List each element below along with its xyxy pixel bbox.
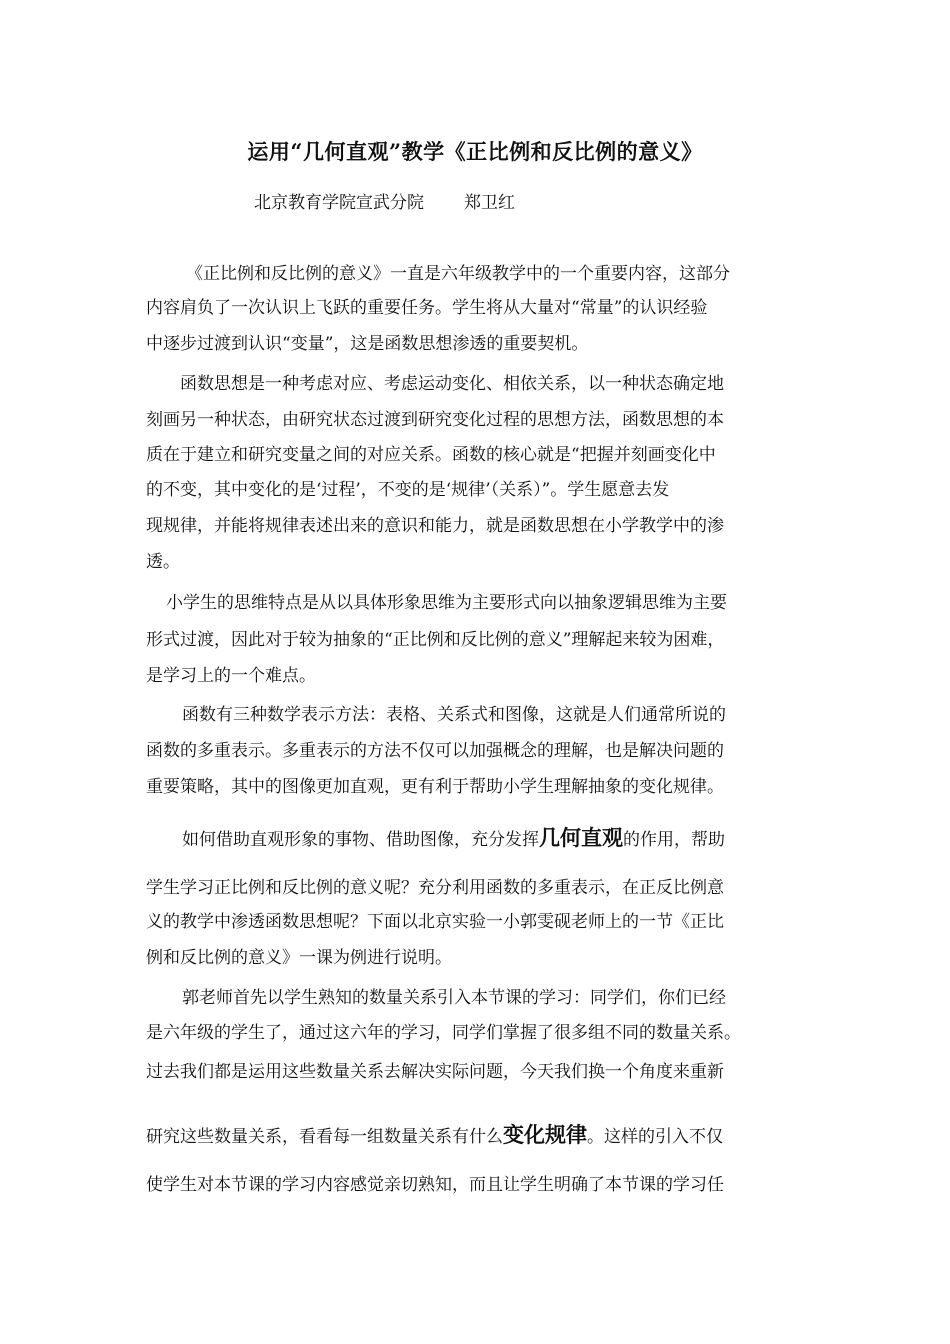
author-line — [254, 188, 515, 213]
text-run: 函数思想是一种考虑对应、考虑运动变化、相依关系，以一种状态确定地 — [180, 374, 724, 394]
text-line — [186, 262, 730, 286]
author-affiliation: 北京教育学院宣武分院 — [254, 193, 424, 213]
text-run: 现规律，并能将规律表述出来的意识和能力，就是函数思想在小学教学中的渗 — [146, 516, 724, 536]
text-line — [146, 910, 724, 934]
text-run: 《正比例和反比例的意义》一直是六年级教学中的一个重要内容，这部分 — [186, 264, 730, 284]
text-line — [166, 591, 727, 615]
text-line — [182, 826, 725, 852]
text-line — [146, 296, 707, 320]
text-run: 透。 — [146, 552, 180, 572]
text-run: 函数有三种数学表示方法：表格、关系式和图像，这就是人们通常所说的 — [182, 705, 726, 725]
text-run: 学生学习正比例和反比例的意义呢？充分利用函数的多重表示，在正反比例意 — [146, 878, 724, 898]
text-line — [146, 628, 724, 652]
text-run: 函数的多重表示。多重表示的方法不仅可以加强概念的理解，也是解决问题的 — [146, 741, 724, 761]
text-line — [146, 876, 724, 900]
text-run: 例和反比例的意义》一课为例进行说明。 — [146, 948, 452, 968]
text-line — [146, 775, 724, 799]
text-line — [146, 332, 588, 356]
text-run: 如何借助直观形象的事物、借助图像，充分发挥 — [182, 830, 539, 850]
text-line — [146, 664, 316, 688]
text-run: 的作用，帮助 — [623, 830, 725, 850]
text-run: 中逐步过渡到认识“变量”，这是函数思想渗透的重要契机。 — [146, 334, 589, 354]
text-run: 的不变，其中变化的是‘过程’，不变的是‘规律’（关系）”。学生愿意去发 — [146, 480, 670, 500]
text-line — [146, 1021, 741, 1045]
emphasized-text: 几何直观 — [539, 826, 623, 850]
text-run: 形式过渡，因此对于较为抽象的“正比例和反比例的意义”理解起来较为困难， — [146, 630, 725, 650]
text-line — [146, 514, 724, 538]
emphasized-text: 变化规律 — [503, 1123, 587, 1147]
text-run: 是学习上的一个难点。 — [146, 666, 316, 686]
text-run: 重要策略，其中的图像更加直观，更有利于帮助小学生理解抽象的变化规律。 — [146, 777, 724, 797]
text-line — [182, 986, 726, 1010]
text-run: 内容肩负了一次认识上飞跃的重要任务。学生将从大量对“常量”的认识经验 — [146, 298, 708, 318]
text-run: 使学生对本节课的学习内容感觉亲切熟知，而且让学生明确了本节课的学习任 — [146, 1175, 724, 1195]
text-line — [146, 1060, 724, 1084]
text-line — [146, 478, 669, 502]
text-run: 义的教学中渗透函数思想呢？下面以北京实验一小郭雯砚老师上的一节《正比 — [146, 912, 724, 932]
text-line — [146, 1123, 723, 1149]
document-title: 运用“几何直观”教学《正比例和反比例的意义》 — [247, 139, 703, 164]
text-line — [146, 550, 180, 574]
text-line — [146, 408, 724, 432]
text-run: 过去我们都是运用这些数量关系去解决实际问题，今天我们换一个角度来重新 — [146, 1062, 724, 1082]
author-name: 郑卫红 — [464, 193, 515, 213]
text-line — [146, 443, 716, 467]
text-run: 郭老师首先以学生熟知的数量关系引入本节课的学习：同学们，你们已经 — [182, 988, 726, 1008]
text-run: 小学生的思维特点是从以具体形象思维为主要形式向以抽象逻辑思维为主要 — [166, 593, 727, 613]
text-line — [146, 946, 452, 970]
text-run: 。这样的引入不仅 — [587, 1127, 723, 1147]
text-run: 刻画另一种状态，由研究状态过渡到研究变化过程的思想方法，函数思想的本 — [146, 410, 724, 430]
text-line — [182, 703, 726, 727]
text-line — [146, 739, 724, 763]
text-run: 是六年级的学生了，通过这六年的学习，同学们掌握了很多组不同的数量关系。 — [146, 1023, 741, 1043]
text-line — [146, 1173, 724, 1197]
text-run: 研究这些数量关系，看看每一组数量关系有什么 — [146, 1127, 503, 1147]
text-line — [180, 372, 724, 396]
text-run: 质在于建立和研究变量之间的对应关系。函数的核心就是“把握并刻画变化中 — [146, 445, 716, 465]
